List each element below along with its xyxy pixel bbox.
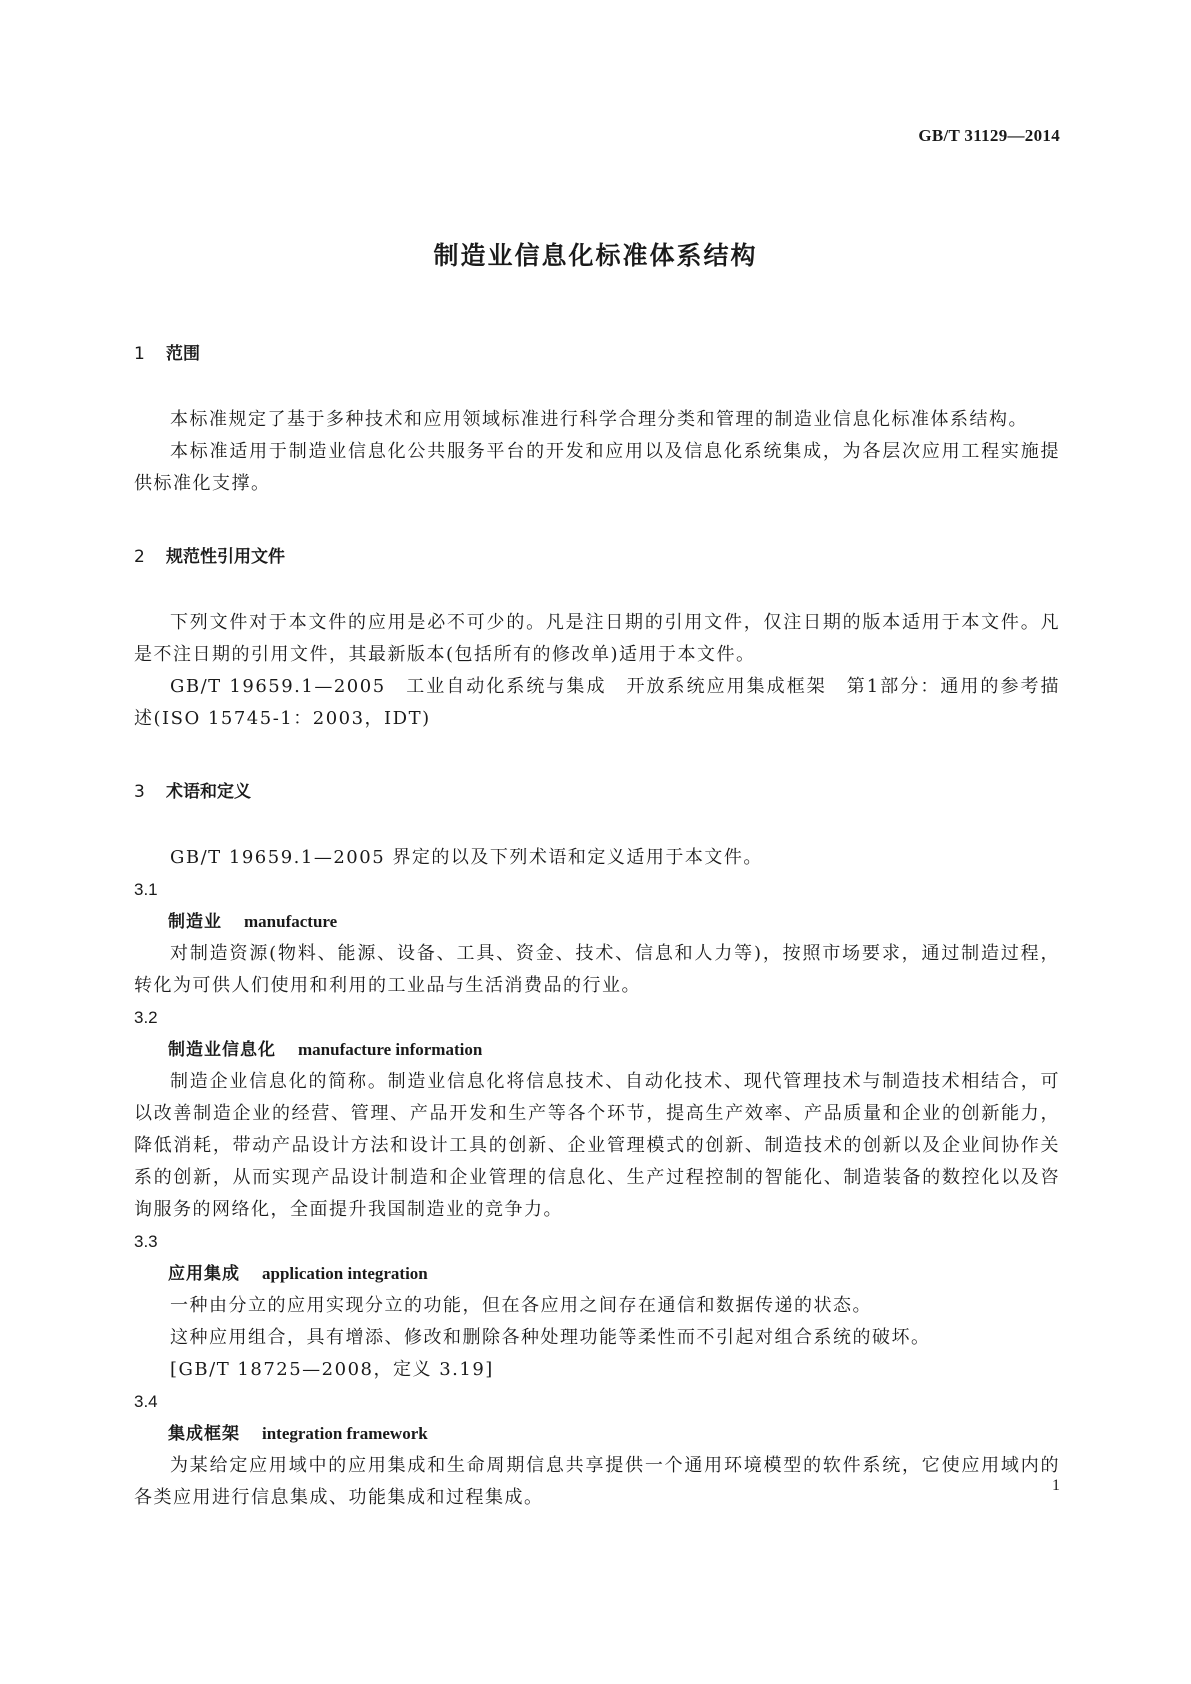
term-english: integration framework (262, 1424, 428, 1443)
section-2-heading (134, 545, 1060, 569)
term-number: 3.3 (134, 1232, 158, 1251)
document-title: 制造业信息化标准体系结构 (433, 241, 758, 270)
paragraph: 下列文件对于本文件的应用是必不可少的。凡是注日期的引用文件，仅注日期的版本适用于本文件。凡是不注日期的引用文件，其最新版本(包括所有的修改单)适用于本文件。 (134, 612, 1060, 665)
section-title: 范围 (166, 344, 200, 364)
term-chinese: 集成框架 (168, 1424, 240, 1444)
term-number: 3.4 (134, 1392, 158, 1411)
paragraph: 本标准规定了基于多种技术和应用领域标准进行科学合理分类和管理的制造业信息化标准体系结构。 (170, 409, 1028, 430)
section-1-heading (134, 342, 1060, 366)
normative-reference: GB/T 19659.1—2005 工业自动化系统与集成 开放系统应用集成框架 第1部分：通用的参考描述(ISO 15745-1：2003，IDT) (134, 676, 1060, 729)
page-number: 1 (1052, 1477, 1060, 1494)
term-name (134, 1418, 1060, 1450)
term-name (134, 1034, 1060, 1066)
term-definition: 一种由分立的应用实现分立的功能，但在各应用之间存在通信和数据传递的状态。 (170, 1295, 872, 1316)
section-3-heading (134, 780, 1060, 804)
section-number: 3 (134, 782, 145, 802)
standard-code: GB/T 31129—2014 (918, 126, 1060, 145)
section-title: 规范性引用文件 (166, 547, 285, 567)
term-english: manufacture (244, 912, 338, 931)
section-number: 1 (134, 344, 145, 364)
term-definition: 为某给定应用域中的应用集成和生命周期信息共享提供一个通用环境模型的软件系统，它使应用域内的各类应用进行信息集成、功能集成和过程集成。 (134, 1455, 1060, 1508)
term-note: 这种应用组合，具有增添、修改和删除各种处理功能等柔性而不引起对组合系统的破坏。 (170, 1327, 931, 1348)
term-chinese: 应用集成 (168, 1264, 240, 1284)
term-definition: 制造企业信息化的简称。制造业信息化将信息技术、自动化技术、现代管理技术与制造技术相结合，可以改善制造企业的经营、管理、产品开发和生产等各个环节，提高生产效率、产品质量和企业的创新能力，降低消耗，带动产品设计方法和设计工具的创新、企业管理模式的创新、制造技术的创新以及企业间协作关系的创新，从而实现产品设计制造和企业管理的信息化、生产过程控制的智能化、制造装备的数控化以及咨询服务的网络化，全面提升我国制造业的竞争力。 (134, 1071, 1060, 1220)
term-source: [GB/T 18725—2008，定义 3.19] (170, 1359, 494, 1380)
term-name (134, 1258, 1060, 1290)
section-number: 2 (134, 547, 145, 567)
document-body (134, 342, 1060, 1514)
term-chinese: 制造业信息化 (168, 1040, 276, 1060)
term-name (134, 906, 1060, 938)
term-definition: 对制造资源(物料、能源、设备、工具、资金、技术、信息和人力等)，按照市场要求，通过制造过程，转化为可供人们使用和利用的工业品与生活消费品的行业。 (134, 943, 1060, 996)
term-english: manufacture information (298, 1040, 483, 1059)
term-number: 3.2 (134, 1008, 158, 1027)
section-title: 术语和定义 (166, 782, 251, 802)
term-chinese: 制造业 (168, 912, 222, 932)
section-intro: GB/T 19659.1—2005 界定的以及下列术语和定义适用于本文件。 (170, 847, 763, 868)
term-number: 3.1 (134, 880, 158, 899)
paragraph: 本标准适用于制造业信息化公共服务平台的开发和应用以及信息化系统集成，为各层次应用工程实施提供标准化支撑。 (134, 441, 1060, 494)
term-english: application integration (262, 1264, 428, 1283)
